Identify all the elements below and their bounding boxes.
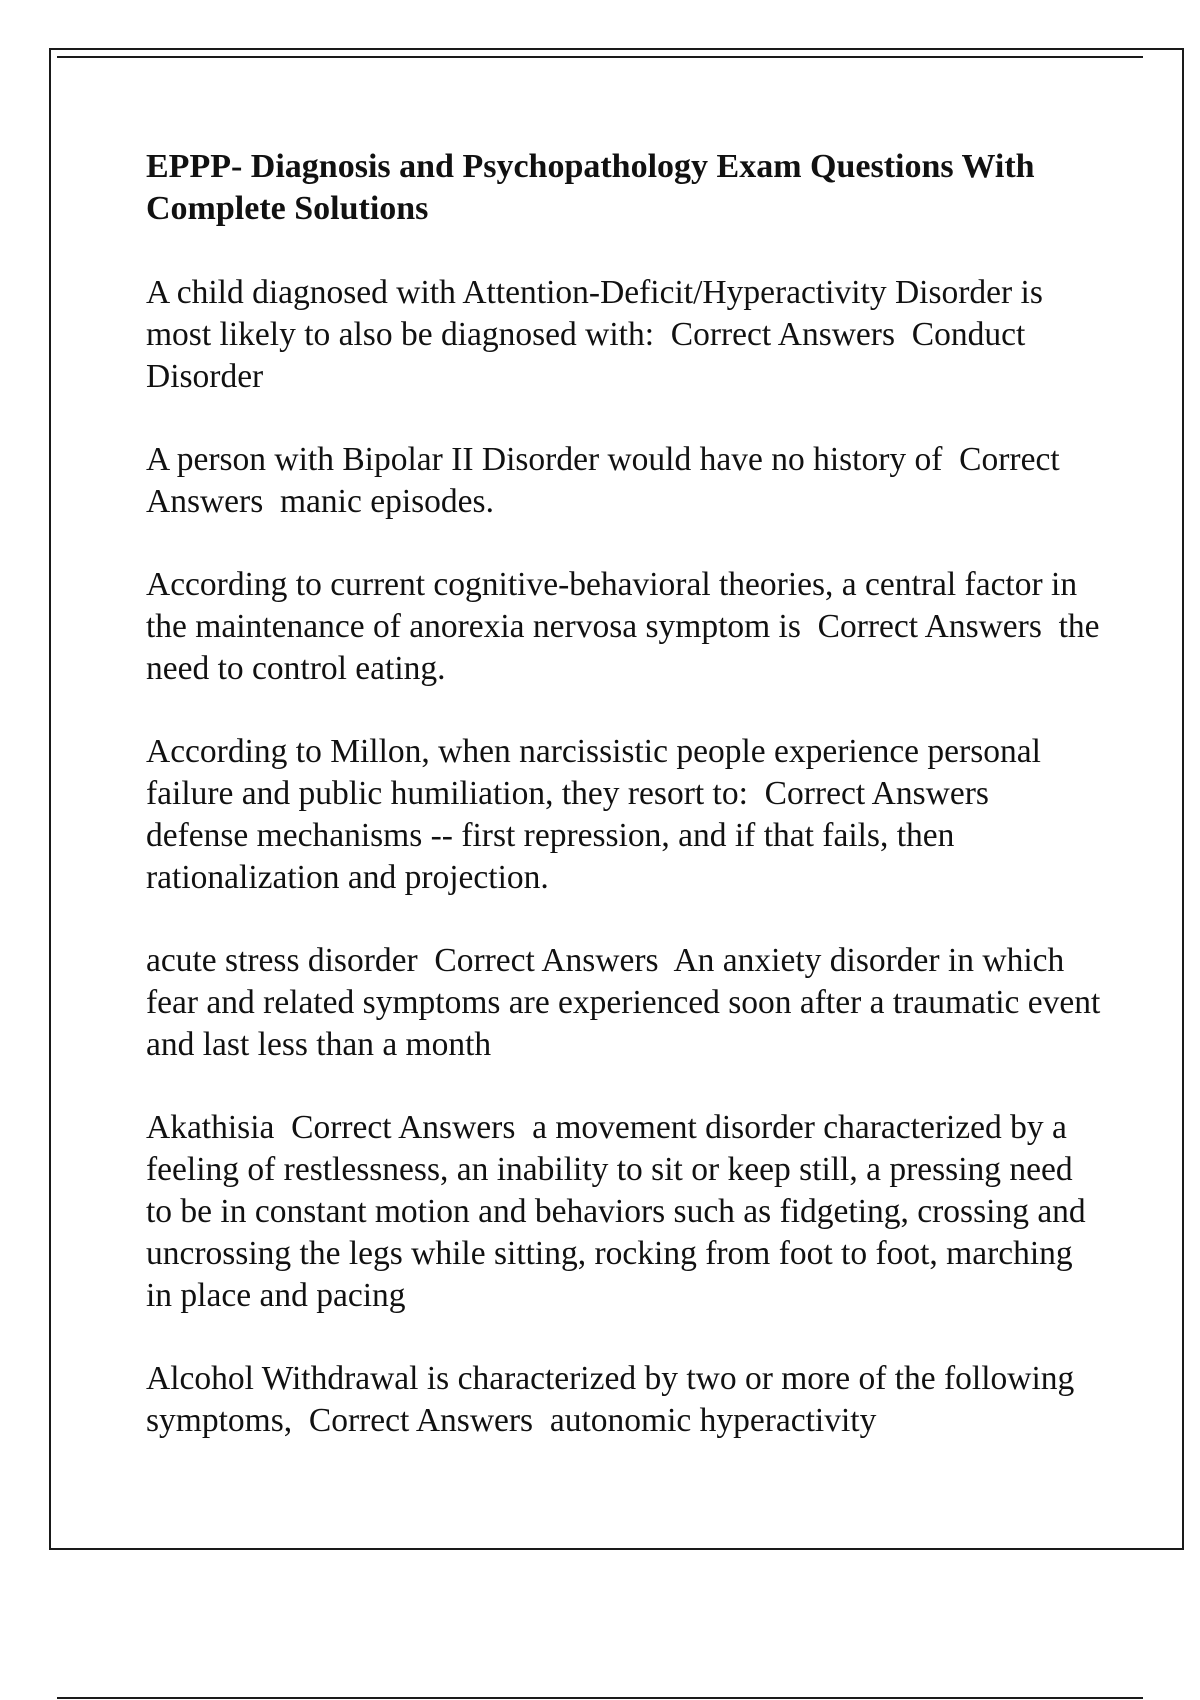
qa-entry: According to Millon, when narcissistic people experience personal failure and public humiliation, they resort to: Correct Answers defense mechanisms -- first repression, and if that fails, then rationalization and projection. <box>146 733 1050 896</box>
qa-entry: Akathisia Correct Answers a movement disorder characterized by a feeling of restlessness, an inability to sit or keep still, a pressing need to be in constant motion and behaviors such as fidgeting, crossing and uncrossing the legs while sitting, rocking from foot to foot, marching in place and pacing <box>146 1109 1095 1314</box>
footer-rule <box>57 1697 1143 1699</box>
qa-entry: Alcohol Withdrawal is characterized by two or more of the following symptoms, Correct Answers autonomic hyperactivity <box>146 1360 1083 1439</box>
qa-entry: A child diagnosed with Attention-Deficit/Hyperactivity Disorder is most likely to also be diagnosed with: Correct Answers Conduct Disorder <box>146 274 1052 395</box>
document-body <box>146 146 1109 1483</box>
header-rule <box>57 56 1143 58</box>
qa-entry: acute stress disorder Correct Answers An anxiety disorder in which fear and related symptoms are experienced soon after a traumatic event and last less than a month <box>146 942 1109 1063</box>
qa-entry: According to current cognitive-behavioral theories, a central factor in the maintenance of anorexia nervosa symptom is Correct Answers the need to control eating. <box>146 566 1108 687</box>
qa-entry: A person with Bipolar II Disorder would have no history of Correct Answers manic episodes. <box>146 441 1067 520</box>
document-title: EPPP- Diagnosis and Psychopathology Exam Questions With Complete Solutions <box>146 148 1035 227</box>
